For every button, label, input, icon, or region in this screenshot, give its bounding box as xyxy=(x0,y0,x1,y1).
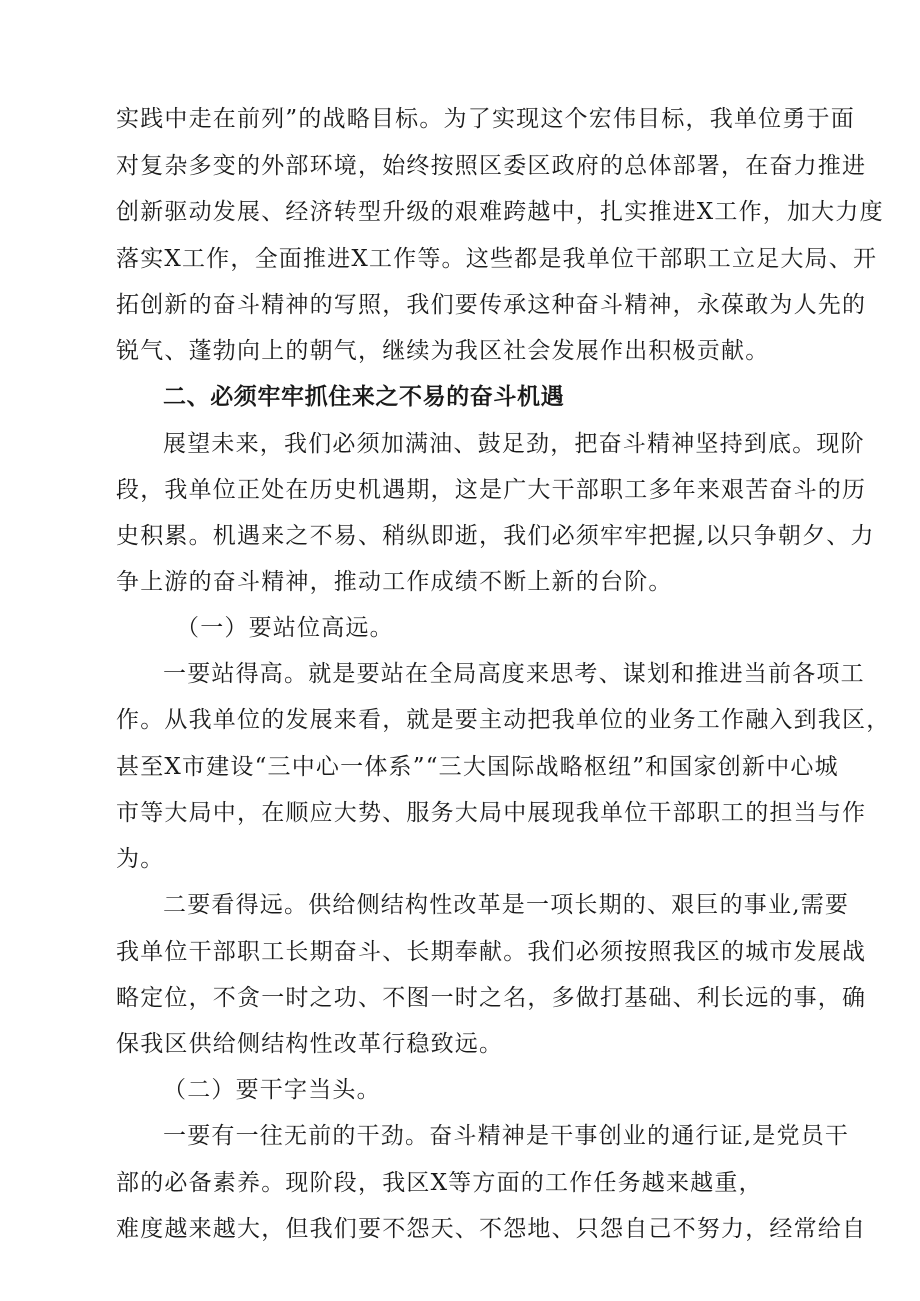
body-text-line: 锐气、蓬勃向上的朝气，继续为我区社会发展作出积极贡献。 xyxy=(116,338,770,364)
body-text-line: 部的必备素养。现阶段，我区X等方面的工作任务越来越重， xyxy=(116,1170,763,1196)
subsection-heading: （二）要干字当头。 xyxy=(163,1077,381,1103)
body-text-line: 难度越来越大，但我们要不怨天、不怨地、只怨自己不努力，经常给自 xyxy=(116,1216,867,1242)
body-text-line: 创新驱动发展、经济转型升级的艰难跨越中，扎实推进X工作，加大力度 xyxy=(116,199,884,225)
body-text-line: 保我区供给侧结构性改革行稳致远。 xyxy=(116,1031,504,1057)
body-text-line: 二要看得远。供给侧结构性改革是一项长期的、艰巨的事业,需要 xyxy=(163,892,850,918)
subsection-heading: （一）要站位高远。 xyxy=(176,615,394,641)
body-text-line: 略定位，不贪一时之功、不图一时之名，多做打基础、利长远的事，确 xyxy=(116,985,867,1011)
body-text-line: 展望未来，我们必须加满油、鼓足劲，把奋斗精神坚持到底。现阶 xyxy=(163,431,865,457)
body-text-line: 史积累。机遇来之不易、稍纵即逝，我们必须牢牢把握,以只争朝夕、力 xyxy=(116,523,875,549)
body-text-line: 为。 xyxy=(116,846,165,872)
body-text-line: 实践中走在前列”的战略目标。为了实现这个宏伟目标，我单位勇于面 xyxy=(116,106,855,132)
body-text-line: 段，我单位正处在历史机遇期，这是广大干部职工多年来艰苦奋斗的历 xyxy=(116,477,867,503)
body-text-line: 一要站得高。就是要站在全局高度来思考、谋划和推进当前各项工 xyxy=(163,661,865,687)
body-text-line: 拓创新的奋斗精神的写照，我们要传承这种奋斗精神，永葆敢为人先的 xyxy=(116,292,867,318)
body-text-line: 作。从我单位的发展来看，就是要主动把我单位的业务工作融入到我区， xyxy=(116,707,891,733)
body-text-line: 市等大局中，在顺应大势、服务大局中展现我单位干部职工的担当与作 xyxy=(116,800,867,826)
body-text-line: 落实X工作，全面推进X工作等。这些都是我单位干部职工立足大局、开 xyxy=(116,246,878,272)
body-text-line: 一要有一往无前的干劲。奋斗精神是干事创业的通行证,是党员干 xyxy=(163,1123,850,1149)
body-text-line: 对复杂多变的外部环境，始终按照区委区政府的总体部署，在奋力推进 xyxy=(116,153,867,179)
body-text-line: 我单位干部职工长期奋斗、长期奉献。我们必须按照我区的城市发展战 xyxy=(116,939,867,965)
body-text-line: 甚至X市建设“三中心一体系”“三大国际战略枢纽”和国家创新中心城 xyxy=(116,754,839,780)
body-text-line: 争上游的奋斗精神，推动工作成绩不断上新的台阶。 xyxy=(116,569,673,595)
section-heading: 二、必须牢牢抓住来之不易的奋斗机遇 xyxy=(163,384,565,410)
